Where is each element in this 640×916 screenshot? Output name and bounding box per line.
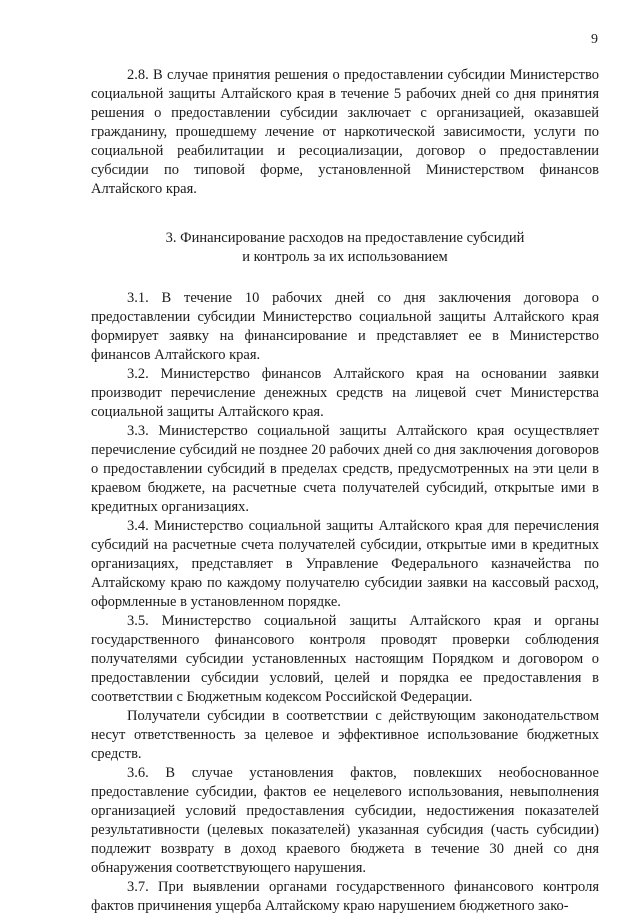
paragraph-2-8: 2.8. В случае принятия решения о предоставлении субсидии Министерство социальной защиты Алтайского края в течение 5 рабочих дней со дня принятия решения о предоставлении субсидии заключает с организацией, оказавшей гражданину, прошедшему лечение от наркотической зависимости, услуги по социальной реабилитации и ресоциализации, договор о предоставлении субсидии по типовой форме, установленной Министерством финансов Алтайского края. [91, 67, 599, 197]
page-number: 9 [591, 32, 598, 47]
paragraph-3-3: 3.3. Министерство социальной защиты Алтайского края осуществляет перечисление субсидий не позднее 20 рабочих дней со дня заключения договоров о предоставлении субсидий в пределах средств, предусмотренных на эти цели в краевом бюджете, на расчетные счета получателей субсидий, открытые ими в кредитных организациях. [91, 423, 599, 515]
section-heading-line-1: 3. Финансирование расходов на предоставление субсидий [165, 230, 525, 246]
section-heading [91, 229, 599, 267]
paragraph-3-1: 3.1. В течение 10 рабочих дней со дня заключения договора о предоставлении субсидии Министерство социальной защиты Алтайского края формирует заявку на финансирование и представляет ее в Министерство финансов Алтайского края. [91, 290, 599, 363]
section-heading-line-2: и контроль за их использованием [242, 249, 448, 265]
paragraph-recipients-liability: Получатели субсидии в соответствии с действующим законодательством несут ответственность за целевое и эффективное использование бюджетных средств. [91, 708, 599, 762]
paragraph-3-5: 3.5. Министерство социальной защиты Алтайского края и органы государственного финансового контроля проводят проверки соблюдения получателями субсидии установленных настоящим Порядком и договором о предоставлении субсидии условий, целей и порядка ее предоставления в соответствии с Бюджетным кодексом Российской Федерации. [91, 613, 599, 705]
document-body [91, 66, 599, 916]
paragraph-3-2: 3.2. Министерство финансов Алтайского края на основании заявки производит перечисление денежных средств на лицевой счет Министерства социальной защиты Алтайского края. [91, 366, 599, 420]
paragraph-3-7: 3.7. При выявлении органами государственного финансового контроля фактов причинения ущерба Алтайскому краю нарушением бюджетного зако- [91, 879, 599, 914]
paragraph-3-4: 3.4. Министерство социальной защиты Алтайского края для перечисления субсидий на расчетные счета получателей субсидии, открытые ими в кредитных организациях, представляет в Управление Федерального казначейства по Алтайскому краю по каждому получателю субсидии заявки на кассовый расход, оформленные в установленном порядке. [91, 518, 599, 610]
paragraph-3-6: 3.6. В случае установления фактов, повлекших необоснованное предоставление субсидии, фактов ее нецелевого использования, невыполнения организацией условий предоставления субсидии, недостижения показателей результативности (целевых показателей) указанная субсидия (часть субсидии) подлежит возврату в доход краевого бюджета в течение 30 дней со дня обнаружения соответствующего нарушения. [91, 765, 599, 876]
